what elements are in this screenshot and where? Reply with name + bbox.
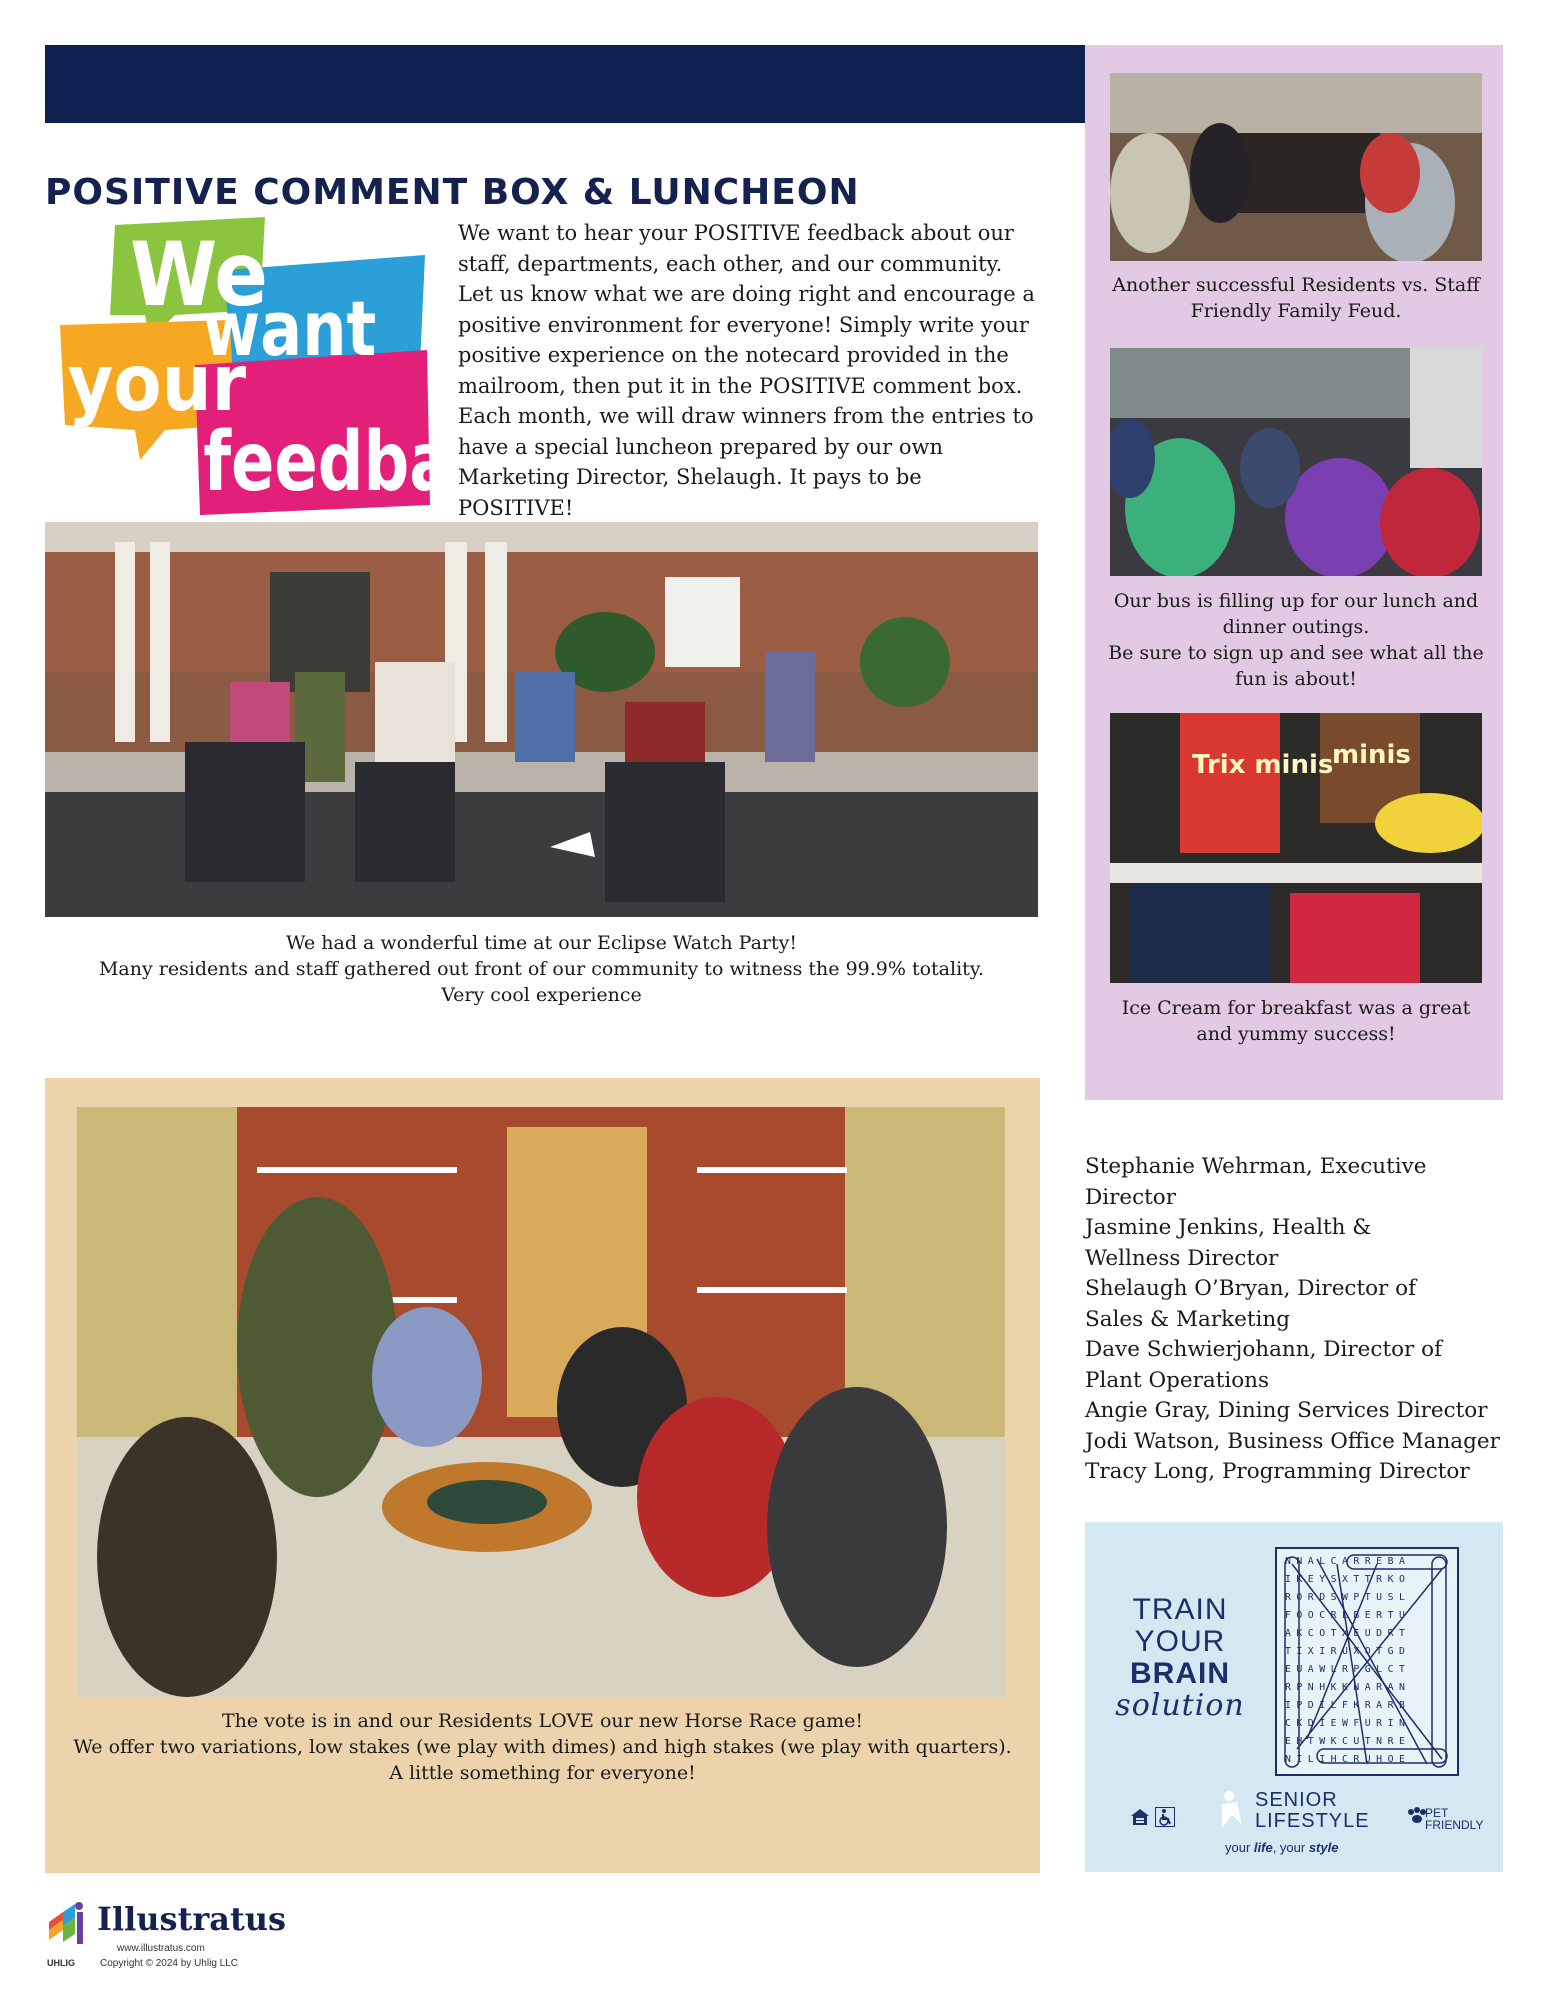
- ad-line-solution: solution: [1115, 1688, 1245, 1723]
- eclipse-caption-line: We had a wonderful time at our Eclipse Watch Party!: [286, 932, 797, 954]
- tagline-style: style: [1308, 1840, 1339, 1855]
- word-search-row: AKCOTXEUDRT: [1285, 1628, 1411, 1639]
- staff-entry: Stephanie Wehrman, Executive Director: [1085, 1154, 1427, 1210]
- word-search-row: IKEYSXTTRKO: [1285, 1574, 1411, 1585]
- ad-brand-senior: SENIOR: [1255, 1789, 1338, 1811]
- senior-lifestyle-logo-icon: [1217, 1790, 1247, 1830]
- ad-brand-lifestyle: LIFESTYLE: [1255, 1810, 1370, 1832]
- staff-entry: Dave Schwierjohann, Director of Plant Operations: [1085, 1337, 1443, 1393]
- horse-race-caption: [45, 1708, 1040, 1786]
- header-banner: [45, 45, 1085, 123]
- eclipse-caption: [45, 930, 1038, 1008]
- illustratus-logo-text: Illustratus: [97, 1900, 286, 1938]
- footer-url: www.illustratus.com: [117, 1943, 205, 1954]
- intro-text: [458, 218, 1043, 523]
- bus-outing-photo: [1110, 348, 1482, 576]
- horse-race-caption-line: The vote is in and our Residents LOVE our new Horse Race game!: [221, 1710, 864, 1732]
- word-search-row: EHTWKCUTNRE: [1285, 1736, 1411, 1747]
- tagline-mid: , your: [1272, 1840, 1309, 1855]
- we-want-your-feedback-graphic: [55, 215, 435, 515]
- word-search-row: NILIHCRUHOE: [1285, 1754, 1411, 1765]
- uhlig-label: UHLIG: [47, 1958, 75, 1968]
- eclipse-party-photo: [45, 522, 1038, 917]
- footer-copyright: Copyright © 2024 by Uhlig LLC: [100, 1958, 238, 1969]
- bus-caption: [1100, 588, 1492, 692]
- eclipse-caption-line: Many residents and staff gathered out front of our community to witness the 99.9% totality.: [98, 958, 985, 980]
- bus-caption-line: Our bus is filling up for our lunch and dinner outings.: [1113, 590, 1479, 638]
- bus-caption-line: Be sure to sign up and see what all the fun is about!: [1108, 642, 1484, 690]
- word-search-puzzle: [1275, 1547, 1459, 1776]
- ad-line-brain: BRAIN: [1130, 1657, 1230, 1690]
- ad-tagline: [1225, 1840, 1395, 1855]
- ad-line-train: TRAIN: [1132, 1593, 1228, 1626]
- horse-race-caption-line: We offer two variations, low stakes (we play with dimes) and high stakes (we play with quarters).: [73, 1736, 1012, 1758]
- tagline-pre: your: [1225, 1840, 1254, 1855]
- feud-caption: Another successful Residents vs. Staff Friendly Family Feud.: [1112, 274, 1480, 322]
- tagline-life: life: [1253, 1840, 1273, 1855]
- accessibility-icon: [1155, 1807, 1175, 1827]
- cereal-label-minis: minis: [1332, 740, 1411, 770]
- senior-lifestyle-ad: [1085, 1522, 1503, 1872]
- word-search-row: RPNHKKNARAN: [1285, 1682, 1411, 1693]
- family-feud-photo: [1110, 73, 1482, 261]
- horse-race-photo: [77, 1107, 1005, 1697]
- staff-directory: [1085, 1152, 1505, 1488]
- staff-entry: Jasmine Jenkins, Health & Wellness Director: [1085, 1215, 1372, 1271]
- ad-line-your: YOUR: [1134, 1625, 1226, 1658]
- intro-paragraph: We want to hear your POSITIVE feedback about our staff, departments, each other, and our community. Let us know what we are doing right and encourage a positive environment for everyone! Simply write your positive experience on the notecard provided in the mailroom, then put it in the POSITIVE comment box. Each month, we will draw winners from the entries to have a special luncheon prepared by our own Marketing Director, Shelaugh. It pays to be POSITIVE!: [458, 221, 1035, 520]
- feedback-word-we: We: [130, 223, 268, 326]
- pet-friendly-line1: PET: [1425, 1806, 1449, 1820]
- horse-race-caption-line: A little something for everyone!: [389, 1762, 696, 1784]
- word-search-row: NNALCARREBA: [1285, 1556, 1411, 1567]
- staff-entry: Jodi Watson, Business Office Manager: [1085, 1428, 1500, 1454]
- cereal-label-trix: Trix minis: [1192, 750, 1334, 780]
- ice-cream-breakfast-photo: [1110, 713, 1482, 983]
- word-search-row: RORDSWPTUSL: [1285, 1592, 1411, 1603]
- staff-entry: Tracy Long, Programming Director: [1085, 1459, 1470, 1484]
- icecream-caption: Ice Cream for breakfast was a great and yummy success!: [1121, 997, 1471, 1045]
- illustratus-logo: [45, 1900, 286, 1990]
- feedback-word-want: want: [202, 285, 377, 374]
- word-search-row: EUAWLRPGLCT: [1285, 1664, 1411, 1675]
- staff-entry: Shelaugh O’Bryan, Director of Sales & Marketing: [1085, 1276, 1417, 1332]
- word-search-row: IPDILFKRARB: [1285, 1700, 1411, 1711]
- illustratus-logo-icon: [45, 1900, 93, 1948]
- staff-entry: Angie Gray, Dining Services Director: [1085, 1398, 1488, 1423]
- eclipse-caption-line: Very cool experience: [441, 984, 642, 1006]
- word-search-row: FOOCRLBERTU: [1285, 1610, 1411, 1621]
- page-title: POSITIVE COMMENT BOX & LUNCHEON: [45, 172, 860, 213]
- equal-housing-icon: [1130, 1807, 1150, 1827]
- feedback-word-your: your: [67, 338, 247, 429]
- feedback-word-feedback: feedb: [203, 415, 410, 511]
- word-search-row: CKDIEWFURIN: [1285, 1718, 1411, 1729]
- pet-friendly-line2: FRIENDLY: [1425, 1818, 1484, 1832]
- word-search-row: TIXIRUXOTGD: [1285, 1646, 1411, 1657]
